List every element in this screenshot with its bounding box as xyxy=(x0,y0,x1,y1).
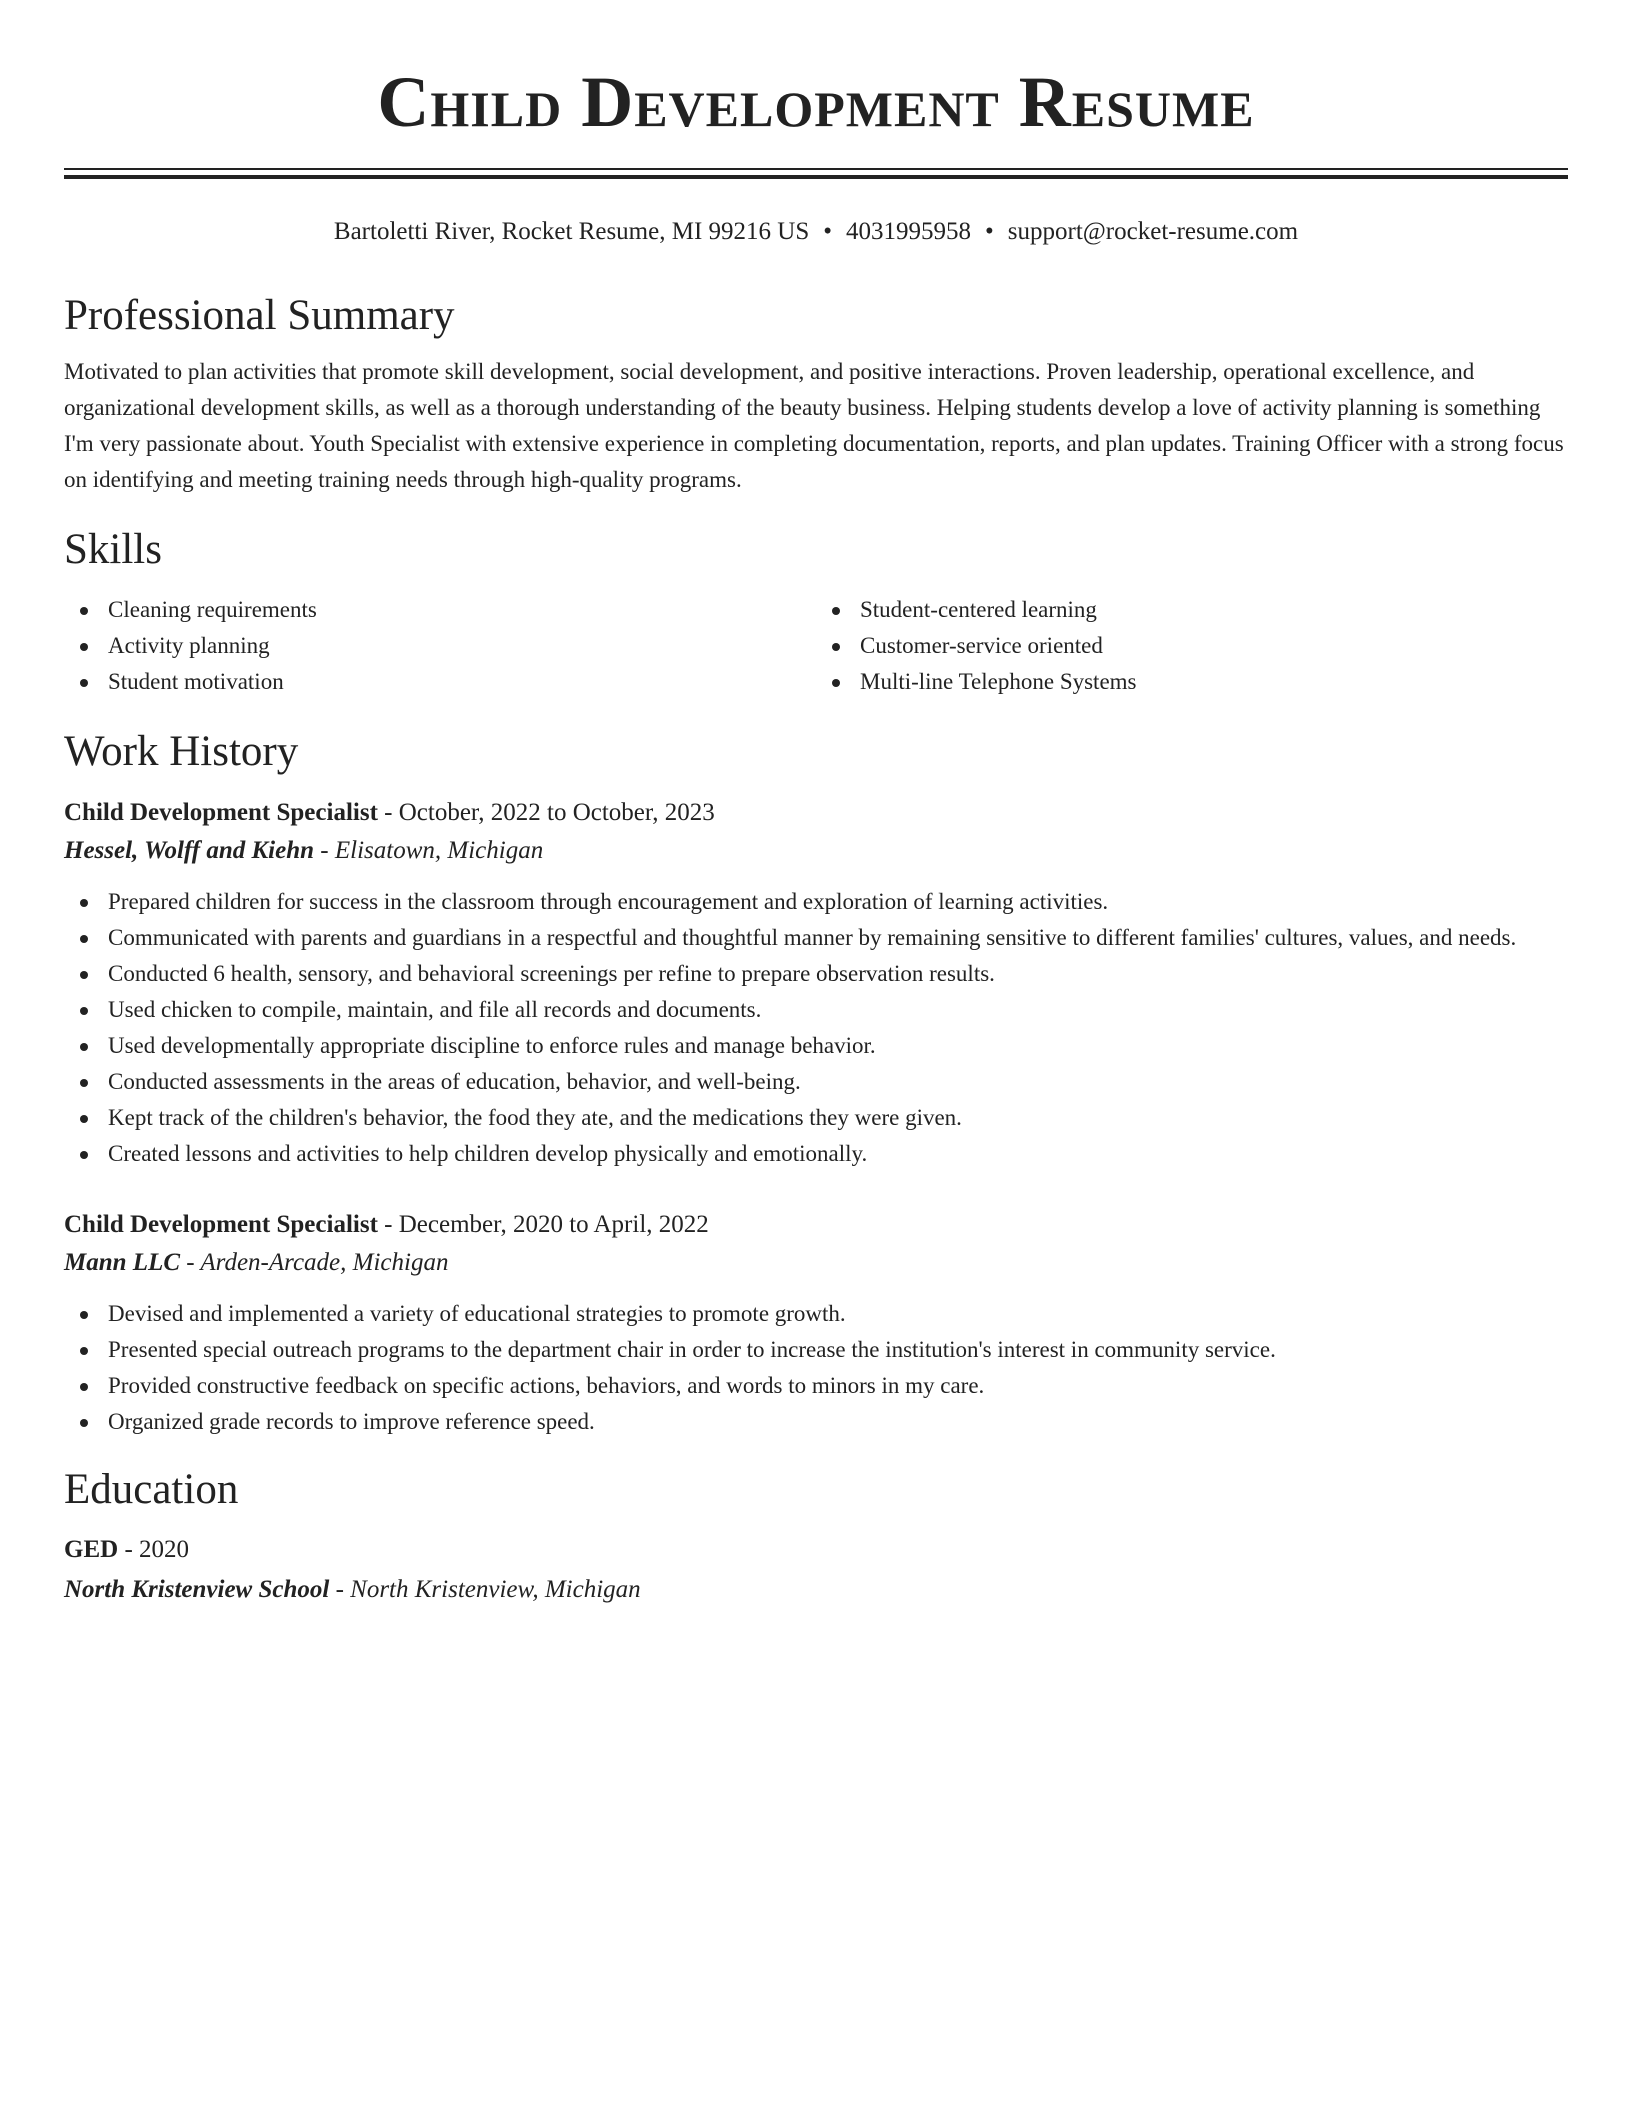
skill-item: Student motivation xyxy=(64,664,816,700)
contact-phone: 4031995958 xyxy=(846,218,972,245)
job-dates: - December, 2020 to April, 2022 xyxy=(377,1211,709,1238)
summary-heading: Professional Summary xyxy=(64,292,455,339)
education-location: - North Kristenview, Michigan xyxy=(329,1576,641,1603)
skill-item: Cleaning requirements xyxy=(64,592,816,628)
job-bullet: Used chicken to compile, maintain, and file all records and documents. xyxy=(64,992,1568,1028)
job-bullet: Conducted 6 health, sensory, and behavioral screenings per refine to prepare observation results. xyxy=(64,956,1568,992)
contact-separator: • xyxy=(985,218,994,245)
job-bullet: Prepared children for success in the classroom through encouragement and exploration of learning activities. xyxy=(64,884,1568,920)
job-title-line xyxy=(64,1206,1568,1244)
job-bullet-list xyxy=(64,1296,1568,1440)
education-degree: GED xyxy=(64,1536,119,1563)
education-degree-line xyxy=(64,1530,1568,1570)
contact-line xyxy=(64,216,1568,248)
skill-item: Customer-service oriented xyxy=(816,628,1568,664)
job-location: - Arden-Arcade, Michigan xyxy=(180,1249,449,1276)
job-bullet: Presented special outreach programs to the department chair in order to increase the institution's interest in community service. xyxy=(64,1332,1568,1368)
divider-thin-line xyxy=(64,168,1568,170)
job-bullet: Used developmentally appropriate discipline to enforce rules and manage behavior. xyxy=(64,1028,1568,1064)
job-entry xyxy=(64,794,1568,1172)
contact-separator: • xyxy=(823,218,833,245)
skills-right-list xyxy=(816,592,1568,700)
education-heading: Education xyxy=(64,1466,239,1513)
job-company-line xyxy=(64,1244,1568,1282)
job-dates: - October, 2022 to October, 2023 xyxy=(377,799,715,826)
job-bullet: Kept track of the children's behavior, the food they ate, and the medications they were given. xyxy=(64,1100,1568,1136)
job-bullet: Provided constructive feedback on specific actions, behaviors, and words to minors in my care. xyxy=(64,1368,1568,1404)
job-company-line xyxy=(64,832,1568,870)
job-company: Mann LLC xyxy=(64,1249,181,1276)
skills-left-list xyxy=(64,592,816,700)
job-bullet: Created lessons and activities to help children develop physically and emotionally. xyxy=(64,1136,1568,1172)
contact-address: Bartoletti River, Rocket Resume, MI 99216 US xyxy=(333,218,810,245)
skills-heading: Skills xyxy=(64,526,162,573)
job-bullet: Organized grade records to improve reference speed. xyxy=(64,1404,1568,1440)
skill-item: Student-centered learning xyxy=(816,592,1568,628)
education-section xyxy=(64,1464,1568,1610)
job-company: Hessel, Wolff and Kiehn xyxy=(64,837,315,864)
job-bullet-list xyxy=(64,884,1568,1172)
work-history-heading: Work History xyxy=(64,728,299,775)
education-school-line xyxy=(64,1570,1568,1610)
job-bullet: Communicated with parents and guardians in a respectful and thoughtful manner by remaining sensitive to different families' cultures, values, and needs. xyxy=(64,920,1568,956)
title-divider xyxy=(64,168,1568,180)
job-bullet: Conducted assessments in the areas of education, behavior, and well-being. xyxy=(64,1064,1568,1100)
job-bullet: Devised and implemented a variety of educational strategies to promote growth. xyxy=(64,1296,1568,1332)
summary-section xyxy=(64,290,1568,498)
job-location: - Elisatown, Michigan xyxy=(314,837,544,864)
skills-section xyxy=(64,524,1568,700)
summary-text: Motivated to plan activities that promote skill development, social development, and positive interactions. Proven leadership, operational excellence, and organizational development skills, as well as a thorough understanding of the beauty business. Helping students develop a love of activity planning is something I'm very passionate about. Youth Specialist with extensive experience in completing documentation, reports, and plan updates. Training Officer with a strong focus on identifying and meeting training needs through high-quality programs. xyxy=(64,359,1564,492)
job-title: Child Development Specialist xyxy=(64,1211,378,1238)
education-school: North Kristenview School xyxy=(64,1576,330,1603)
contact-email: support@rocket-resume.com xyxy=(1007,218,1299,245)
page-title: Child Development Resume xyxy=(377,62,1255,142)
job-title-line xyxy=(64,794,1568,832)
work-history-section xyxy=(64,726,1568,1440)
job-title: Child Development Specialist xyxy=(64,799,378,826)
job-entry xyxy=(64,1206,1568,1440)
divider-thick-line xyxy=(64,175,1568,179)
skill-item: Multi-line Telephone Systems xyxy=(816,664,1568,700)
skill-item: Activity planning xyxy=(64,628,816,664)
skills-columns xyxy=(64,592,1568,700)
education-year: - 2020 xyxy=(118,1536,190,1563)
